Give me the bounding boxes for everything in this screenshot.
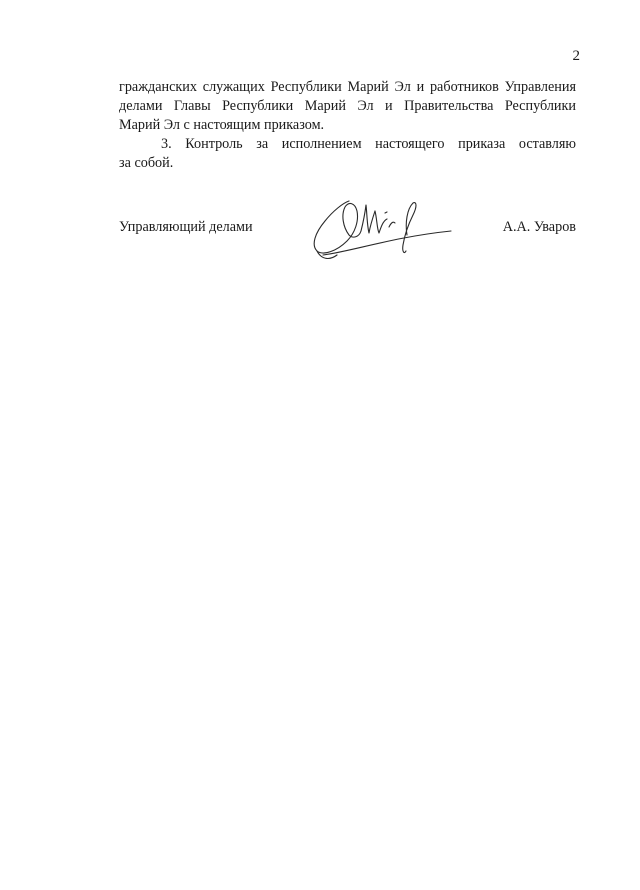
paragraph-3: [119, 135, 576, 173]
text-line: Марий Эл с настоящим приказом.: [119, 117, 325, 133]
text-line: 3. Контроль за исполнением настоящего приказа оставляю: [161, 136, 576, 152]
text-line: гражданских служащих Республики Марий Эл и работников Управления: [119, 79, 576, 95]
document-body: [119, 78, 576, 173]
signatory-position: Управляющий делами: [119, 219, 253, 235]
paragraph-continuation: [119, 78, 576, 135]
signature-block: [119, 218, 576, 238]
signatory-name: А.А. Уваров: [502, 219, 576, 235]
page-number: 2: [572, 48, 580, 64]
text-line: за собой.: [119, 155, 174, 171]
text-line: делами Главы Республики Марий Эл и Правительства Республики: [119, 98, 576, 114]
